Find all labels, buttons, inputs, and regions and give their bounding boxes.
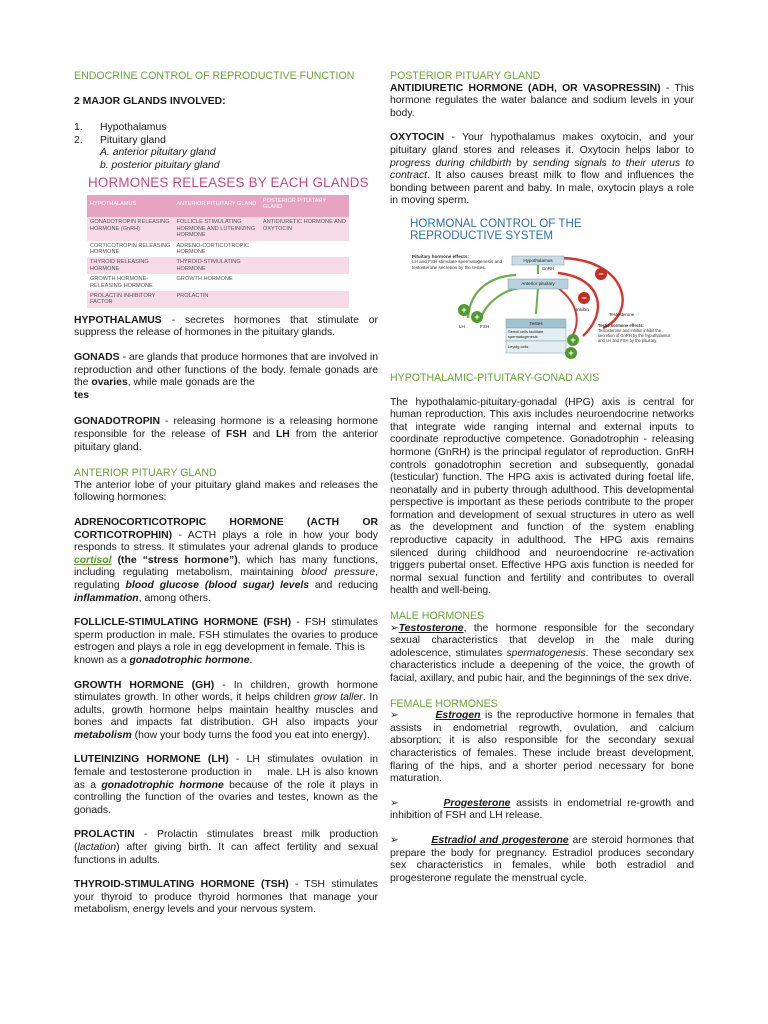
table-cell: THYROID-STIMULATING HORMONE bbox=[173, 257, 259, 274]
table-cell bbox=[260, 274, 349, 291]
lh-paragraph: LUTEINIZING HORMONE (LH) - LH stimulates ovulation in female and testosterone production in male. LH is also known as a gonadotrophic hormone because of the role it plays in controlling the function of the ovaries and testes, known as the gonads. bbox=[74, 754, 379, 816]
estradiol-paragraph: ➢ Estradiol and progesterone are steroid hormones that prepare the body for pregnancy. Estradiol produces secondary sex characteristics in females, while both estradiol and progesterone regulate the menstrual cycle. bbox=[390, 834, 694, 884]
arrow-bullet-icon: ➢ bbox=[390, 710, 399, 722]
hormonal-control-figure bbox=[408, 218, 674, 366]
table-row bbox=[87, 291, 349, 308]
fsh-paragraph: FOLLICLE-STIMULATING HORMONE (FSH) - FSH stimulates sperm production in male. FSH stimulates the ovaries to produce estrogen and plays a role in egg development in female. This is known as a gonadotrophic hormone. bbox=[74, 617, 378, 666]
table-cell: GONADOTROPIN RELEASING HORMONE (GnRH) bbox=[87, 217, 173, 240]
table-cell: GROWTH HORMONE bbox=[173, 274, 259, 291]
testosterone-paragraph: ➢Testosterone, the hormone responsible for the secondary sexual characteristics that develop in the male during adolescence, stimulates spermatogenesis. These secondary sex characteristics include a deepening of the voice, the growth of facial, axillary, and pubic hair, and the beginnings of the sex drive. bbox=[390, 622, 694, 684]
hormones-table-title: HORMONES RELEASES BY EACH GLANDS bbox=[88, 174, 369, 190]
testosterone-label: Testosterone bbox=[609, 311, 635, 317]
table-cell: FOLLICLE STIMULATING HORMONE AND LUTEINIZING HORMONE bbox=[173, 217, 259, 240]
oxytocin-paragraph: OXYTOCIN - Your hypothalamus makes oxytocin, and your pituitary gland stores and releases it. Oxytocin helps labor to progress during childbirth by sending signals to their uterus to contract. It also causes breast milk to flow and influences the bonding between parent and baby. In male, oxytocin plays a role in moving sperm. bbox=[390, 132, 694, 207]
anterior-intro: The anterior lobe of your pituitary gland makes and releases the following hormones: bbox=[74, 479, 378, 504]
table-cell: PROLACTIN INHIBITORY FACTOR bbox=[87, 291, 173, 308]
table-row bbox=[87, 274, 349, 291]
plus-sign: + bbox=[570, 334, 576, 345]
glands-list bbox=[74, 122, 378, 147]
posterior-heading: POSTERIOR PITUARY GLAND bbox=[390, 70, 541, 82]
gonadotropin-paragraph: GONADOTROPIN - releasing hormone is a releasing hormone responsible for the release of FSH and LH from the anterior pituitary gland. bbox=[74, 416, 378, 453]
glands-heading: 2 MAJOR GLANDS INVOLVED: bbox=[74, 95, 226, 107]
gh-paragraph: GROWTH HORMONE (GH) - In children, growth hormone stimulates growth. In other words, it helps children grow taller. In adults, growth hormone helps maintain healthy muscles and bones and impacts fat distribution. GH also impacts your metabolism (how your body turns the food you eat into energy). bbox=[74, 679, 378, 741]
hypothalamus-paragraph: HYPOTHALAMUS - secretes hormones that stimulate or suppress the release of hormones in the pituitary glands. bbox=[74, 314, 378, 339]
table-cell: THYROID RELEASING HORMONE bbox=[87, 257, 173, 274]
fsh-label: FSH bbox=[480, 323, 490, 329]
anterior-heading: ANTERIOR PITUARY GLAND bbox=[74, 467, 217, 480]
secondary-pathway-arrow bbox=[481, 288, 520, 318]
tsh-paragraph: THYROID-STIMULATING HORMONE (TSH) - TSH stimulates your thyroid to produce thyroid hormones that manage your metabolism, energy levels and your nervous system. bbox=[74, 879, 378, 916]
table-cell bbox=[260, 257, 349, 274]
pituitary-to-testes-arrow bbox=[536, 287, 538, 314]
hypothalamus-label: Hypothalamus bbox=[523, 257, 553, 263]
table-header: POSTERIOR PITUITARY GLAND bbox=[260, 195, 349, 218]
table-cell: CORTICOTROPIN RELEASING HORMONE bbox=[87, 241, 173, 258]
prolactin-paragraph: PROLACTIN - Prolactin stimulates breast milk production (lactation) after giving birth. It can affect fertility and sexual functions in adults. bbox=[74, 829, 378, 866]
right-column bbox=[390, 70, 694, 885]
table-row bbox=[87, 217, 349, 240]
list-item: 1. Hypothalamus bbox=[74, 122, 167, 134]
figure-title-line1: HORMONAL CONTROL OF THE bbox=[410, 216, 582, 230]
plus-sign: + bbox=[461, 304, 467, 315]
minus-sign: − bbox=[581, 292, 587, 303]
gonads-paragraph: GONADS - are glands that produce hormones that are involved in reproduction and other functions of the body. female gonads are the ovaries, while male gonads are the tes bbox=[74, 352, 378, 401]
arrow-bullet-icon: ➢ bbox=[390, 797, 399, 809]
hpg-paragraph: The hypothalamic-pituitary-gonadal (HPG) axis is central for human reproduction. This axis includes neuroendocrine networks that integrate wide ranging internal and external inputs to coordinate reproductive competence. Gonadotrophin - releasing hormone (GnRH) is the principal regulator of reproduction. GnRH controls gonadotrophin secretion and subsequently, gonadal (testicular) function. The HPG axis is activated during foetal life, neonatally and in puberty through adulthood. This developmental perspective is important as these periods contribute to the proper formation and development of sexual structures in utero as well as the development and function of the system enabling reproductive capacity in adulthood. The HPG axis remains silenced during childhood and neuroendocrine re-activation triggers pubertal onset. Effective HPG axis function is needed for normal sexual function and fertility and contributes to overall health and well-being. bbox=[390, 396, 694, 597]
left-column bbox=[74, 70, 378, 917]
table-row bbox=[87, 257, 349, 274]
list-item: 2. Pituitary gland bbox=[74, 134, 166, 146]
table-header: ANTERIOR PITUITARY GLAND bbox=[173, 195, 259, 218]
plus-sign: + bbox=[474, 311, 480, 322]
table-cell bbox=[260, 291, 349, 308]
progesterone-paragraph: ➢ Progesterone assists in endometrial re-growth and inhibition of FSH and LH release. bbox=[390, 797, 694, 822]
testes-label: Testes bbox=[529, 320, 543, 326]
leydig-label: Leydig cells bbox=[508, 343, 529, 349]
inhibin-label: Inhibin bbox=[576, 306, 589, 312]
table-cell bbox=[260, 241, 349, 258]
sertoli-label: Sertoli cells facilitate spermatogenesis bbox=[508, 328, 544, 339]
female-hormones-heading: FEMALE HORMONES bbox=[390, 697, 498, 710]
adh-paragraph: ANTIDIURETIC HORMONE (ADH, OR VASOPRESSIN) - This hormone regulates the water balance and sodium levels in your body. bbox=[390, 82, 694, 119]
hpg-heading: HYPOTHALAMIC-PITUITARY-GONAD AXIS bbox=[390, 371, 600, 384]
sub-list-item: A. anterior pituitary gland bbox=[100, 147, 216, 159]
table-header: HYPOTHALAMUS bbox=[87, 195, 173, 218]
plus-sign: + bbox=[568, 347, 574, 358]
estrogen-paragraph: ➢ Estrogen is the reproductive hormone in females that assists in endometrial regrowth, ovulation, and calcium absorption; it is also responsible for the secondary sexual characteristics of females. These include breast development, flaring of the hips, and a shorter period necessary for bone maturation. bbox=[390, 710, 694, 785]
document-title: ENDOCRINE CONTROL OF REPRODUCTIVE FUNCTION bbox=[74, 70, 355, 82]
arrow-bullet-icon: ➢ bbox=[390, 834, 399, 846]
arrow-bullet-icon: ➢ bbox=[390, 622, 399, 634]
table-cell: ADRENO-CORTICOTROPIC HORMONE bbox=[173, 241, 259, 258]
table-row bbox=[87, 241, 349, 258]
table-cell: PROLACTIN bbox=[173, 291, 259, 308]
anterior-pituitary-label: Anterior pituitary bbox=[521, 280, 555, 286]
pituitary-effects-note: Pituitary hormone effects: LH and FSH stimulate spermatogenesis and testosterone secretion by the testes. bbox=[412, 253, 503, 270]
acth-paragraph: ADRENOCORTICOTROPIC HORMONE (ACTH OR CORTICOTROPHIN) - ACTH plays a role in how your body responds to stress. It stimulates your adrenal glands to produce cortisol (the “stress hormone”), which has many functions, including regulating metabolism, maintaining blood pressure, regulating blood glucose (blood sugar) levels and reducing inflammation, among others. bbox=[74, 516, 378, 604]
gnrh-label: GnRH bbox=[542, 265, 555, 271]
minus-sign: − bbox=[598, 268, 604, 279]
testis-effects-note: Testis hormone effects: Testosterone and inhibin inhibit the secretion of GnRH by the hypothalamus and LH and FSH by the pituitary. bbox=[598, 322, 671, 343]
sub-list-item: b. posterior pituitary gland bbox=[100, 159, 220, 171]
hormones-table bbox=[87, 195, 349, 308]
male-hormones-heading: MALE HORMONES bbox=[390, 610, 485, 623]
table-cell: GROWTH HORMONE-RELEASING HORMONE bbox=[87, 274, 173, 291]
figure-title-line2: REPRODUCTIVE SYSTEM bbox=[410, 228, 554, 242]
lh-label: LH bbox=[459, 323, 465, 329]
table-cell: ANTIDIURETIC HORMONE AND OXYTOCIN bbox=[260, 217, 349, 240]
